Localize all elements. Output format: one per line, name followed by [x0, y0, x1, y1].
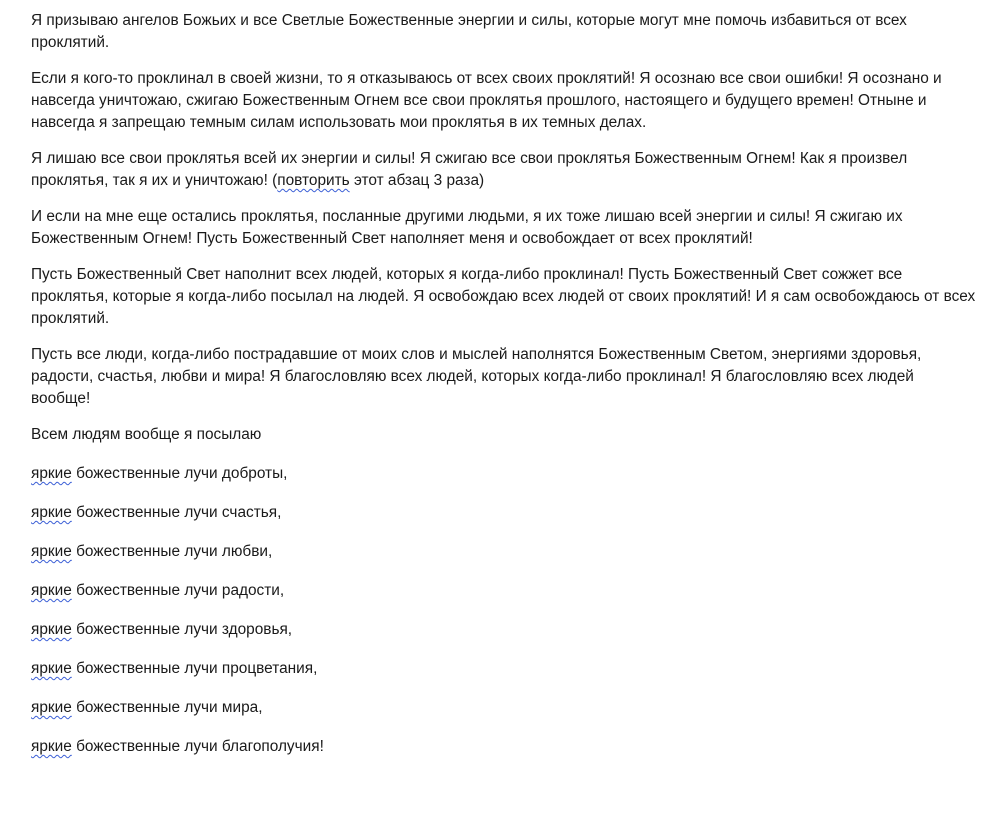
paragraph-6: Пусть все люди, когда-либо пострадавшие от моих слов и мыслей наполнятся Божественным Светом, энергиями здоровья, радости, счастья, любви и мира! Я благословляю всех людей, которых когда-либо проклинал! Я благословляю всех людей вообще! [31, 346, 922, 407]
list-line [31, 580, 976, 602]
spellcheck-flagged-word[interactable]: яркие [31, 699, 72, 716]
list-line [31, 736, 976, 758]
spellcheck-flagged-word[interactable]: яркие [31, 543, 72, 560]
paragraph-1: Я призываю ангелов Божьих и все Светлые Божественные энергии и силы, которые могут мне помочь избавиться от всех проклятий. [31, 12, 907, 51]
paragraph-3 [31, 148, 976, 192]
list-line-text: божественные лучи радости, [71, 582, 285, 599]
list-line [31, 502, 976, 524]
list-line [31, 697, 976, 719]
spellcheck-flagged-word[interactable]: яркие [31, 504, 72, 521]
spellcheck-flagged-word[interactable]: яркие [31, 660, 72, 677]
list-line [31, 658, 976, 680]
paragraph-3-text: Я лишаю все свои проклятья всей их энергии и силы! Я сжигаю все свои проклятья Божественным Огнем! Как я произвел проклятья, так я их и уничтожаю! ( [31, 150, 908, 189]
spellcheck-flagged-word[interactable]: повторить [277, 172, 350, 189]
spellcheck-flagged-word[interactable]: яркие [31, 621, 72, 638]
list-line-text: божественные лучи благополучия! [71, 738, 324, 755]
paragraph-4: И если на мне еще остались проклятья, посланные другими людьми, я их тоже лишаю всей энергии и силы! Я сжигаю их Божественным Огнем! Пусть Божественный Свет наполняет меня и освобождает от всех проклятий! [31, 208, 903, 247]
spellcheck-flagged-word[interactable]: яркие [31, 465, 72, 482]
list-line-text: божественные лучи счастья, [71, 504, 282, 521]
spellcheck-flagged-word[interactable]: яркие [31, 582, 72, 599]
list-line-text: божественные лучи процветания, [71, 660, 318, 677]
paragraph-5: Пусть Божественный Свет наполнит всех людей, которых я когда-либо проклинал! Пусть Божественный Свет сожжет все проклятья, которые я когда-либо посылал на людей. Я освобождаю всех людей от своих проклятий! И я сам освобождаюсь от всех проклятий. [31, 266, 976, 327]
list-line-text: божественные лучи доброты, [71, 465, 288, 482]
list-line [31, 541, 976, 563]
paragraph-7: Всем людям вообще я посылаю [31, 426, 262, 443]
list-line-text: божественные лучи любви, [71, 543, 273, 560]
list-line [31, 619, 976, 641]
spellcheck-flagged-word[interactable]: яркие [31, 738, 72, 755]
list-line [31, 463, 976, 485]
paragraph-3-text-end: этот абзац 3 раза) [349, 172, 485, 189]
list-line-text: божественные лучи здоровья, [71, 621, 293, 638]
list-line-text: божественные лучи мира, [71, 699, 263, 716]
paragraph-2: Если я кого-то проклинал в своей жизни, то я отказываюсь от всех своих проклятий! Я осознаю все свои ошибки! Я осознано и навсегда уничтожаю, сжигаю Божественным Огнем все свои проклятья прошлого, настоящего и будущего времен! Отныне и навсегда я запрещаю темным силам использовать мои проклятья в их темных делах. [31, 70, 942, 131]
